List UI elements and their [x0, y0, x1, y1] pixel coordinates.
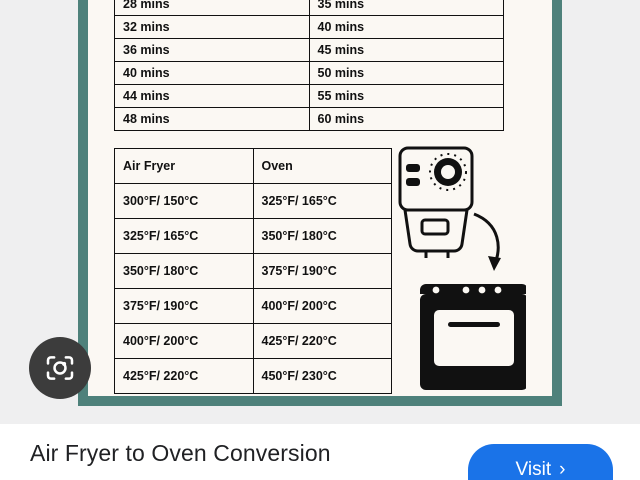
- temp-oven-cell: 400°F/ 200°C: [253, 289, 392, 324]
- time-air-fryer-cell: 40 mins: [115, 62, 310, 85]
- table-row: [115, 324, 392, 359]
- time-oven-cell: 35 mins: [309, 0, 504, 16]
- temp-air-fryer-cell: 400°F/ 200°C: [115, 324, 254, 359]
- temp-oven-cell: 450°F/ 230°C: [253, 359, 392, 394]
- time-oven-cell: 55 mins: [309, 85, 504, 108]
- table-row: [115, 62, 504, 85]
- temp-air-fryer-cell: 375°F/ 190°C: [115, 289, 254, 324]
- appliance-illustration: [396, 140, 526, 390]
- temp-air-fryer-cell: 425°F/ 220°C: [115, 359, 254, 394]
- time-air-fryer-cell: 48 mins: [115, 108, 310, 131]
- time-conversion-table: [114, 0, 504, 131]
- table-row: [115, 254, 392, 289]
- time-air-fryer-cell: 44 mins: [115, 85, 310, 108]
- table-row: [115, 39, 504, 62]
- table-row: [115, 16, 504, 39]
- visit-label: Visit: [515, 459, 552, 480]
- time-oven-cell: 50 mins: [309, 62, 504, 85]
- table-header-row: [115, 149, 392, 184]
- time-oven-cell: 45 mins: [309, 39, 504, 62]
- table-row: [115, 184, 392, 219]
- temp-header-oven: Oven: [253, 149, 392, 184]
- temp-air-fryer-cell: 300°F/ 150°C: [115, 184, 254, 219]
- table-row: [115, 85, 504, 108]
- temp-oven-cell: 425°F/ 220°C: [253, 324, 392, 359]
- time-air-fryer-cell: 28 mins: [115, 0, 310, 16]
- temperature-conversion-table: [114, 148, 392, 394]
- time-air-fryer-cell: 36 mins: [115, 39, 310, 62]
- table-row: [115, 219, 392, 254]
- visit-button[interactable]: [468, 444, 613, 480]
- temp-oven-cell: 325°F/ 165°C: [253, 184, 392, 219]
- time-oven-cell: 60 mins: [309, 108, 504, 131]
- temp-oven-cell: 375°F/ 190°C: [253, 254, 392, 289]
- google-lens-button[interactable]: [29, 337, 91, 399]
- temp-air-fryer-cell: 350°F/ 180°C: [115, 254, 254, 289]
- google-lens-icon: [44, 352, 76, 384]
- table-row: [115, 289, 392, 324]
- table-row: [115, 0, 504, 16]
- temp-air-fryer-cell: 325°F/ 165°C: [115, 219, 254, 254]
- table-row: [115, 359, 392, 394]
- temp-oven-cell: 350°F/ 180°C: [253, 219, 392, 254]
- page-title: Air Fryer to Oven Conversion: [30, 440, 331, 466]
- time-oven-cell: 40 mins: [309, 16, 504, 39]
- temp-header-air-fryer: Air Fryer: [115, 149, 254, 184]
- time-air-fryer-cell: 32 mins: [115, 16, 310, 39]
- chevron-right-icon: ›: [559, 459, 566, 480]
- table-row: [115, 108, 504, 131]
